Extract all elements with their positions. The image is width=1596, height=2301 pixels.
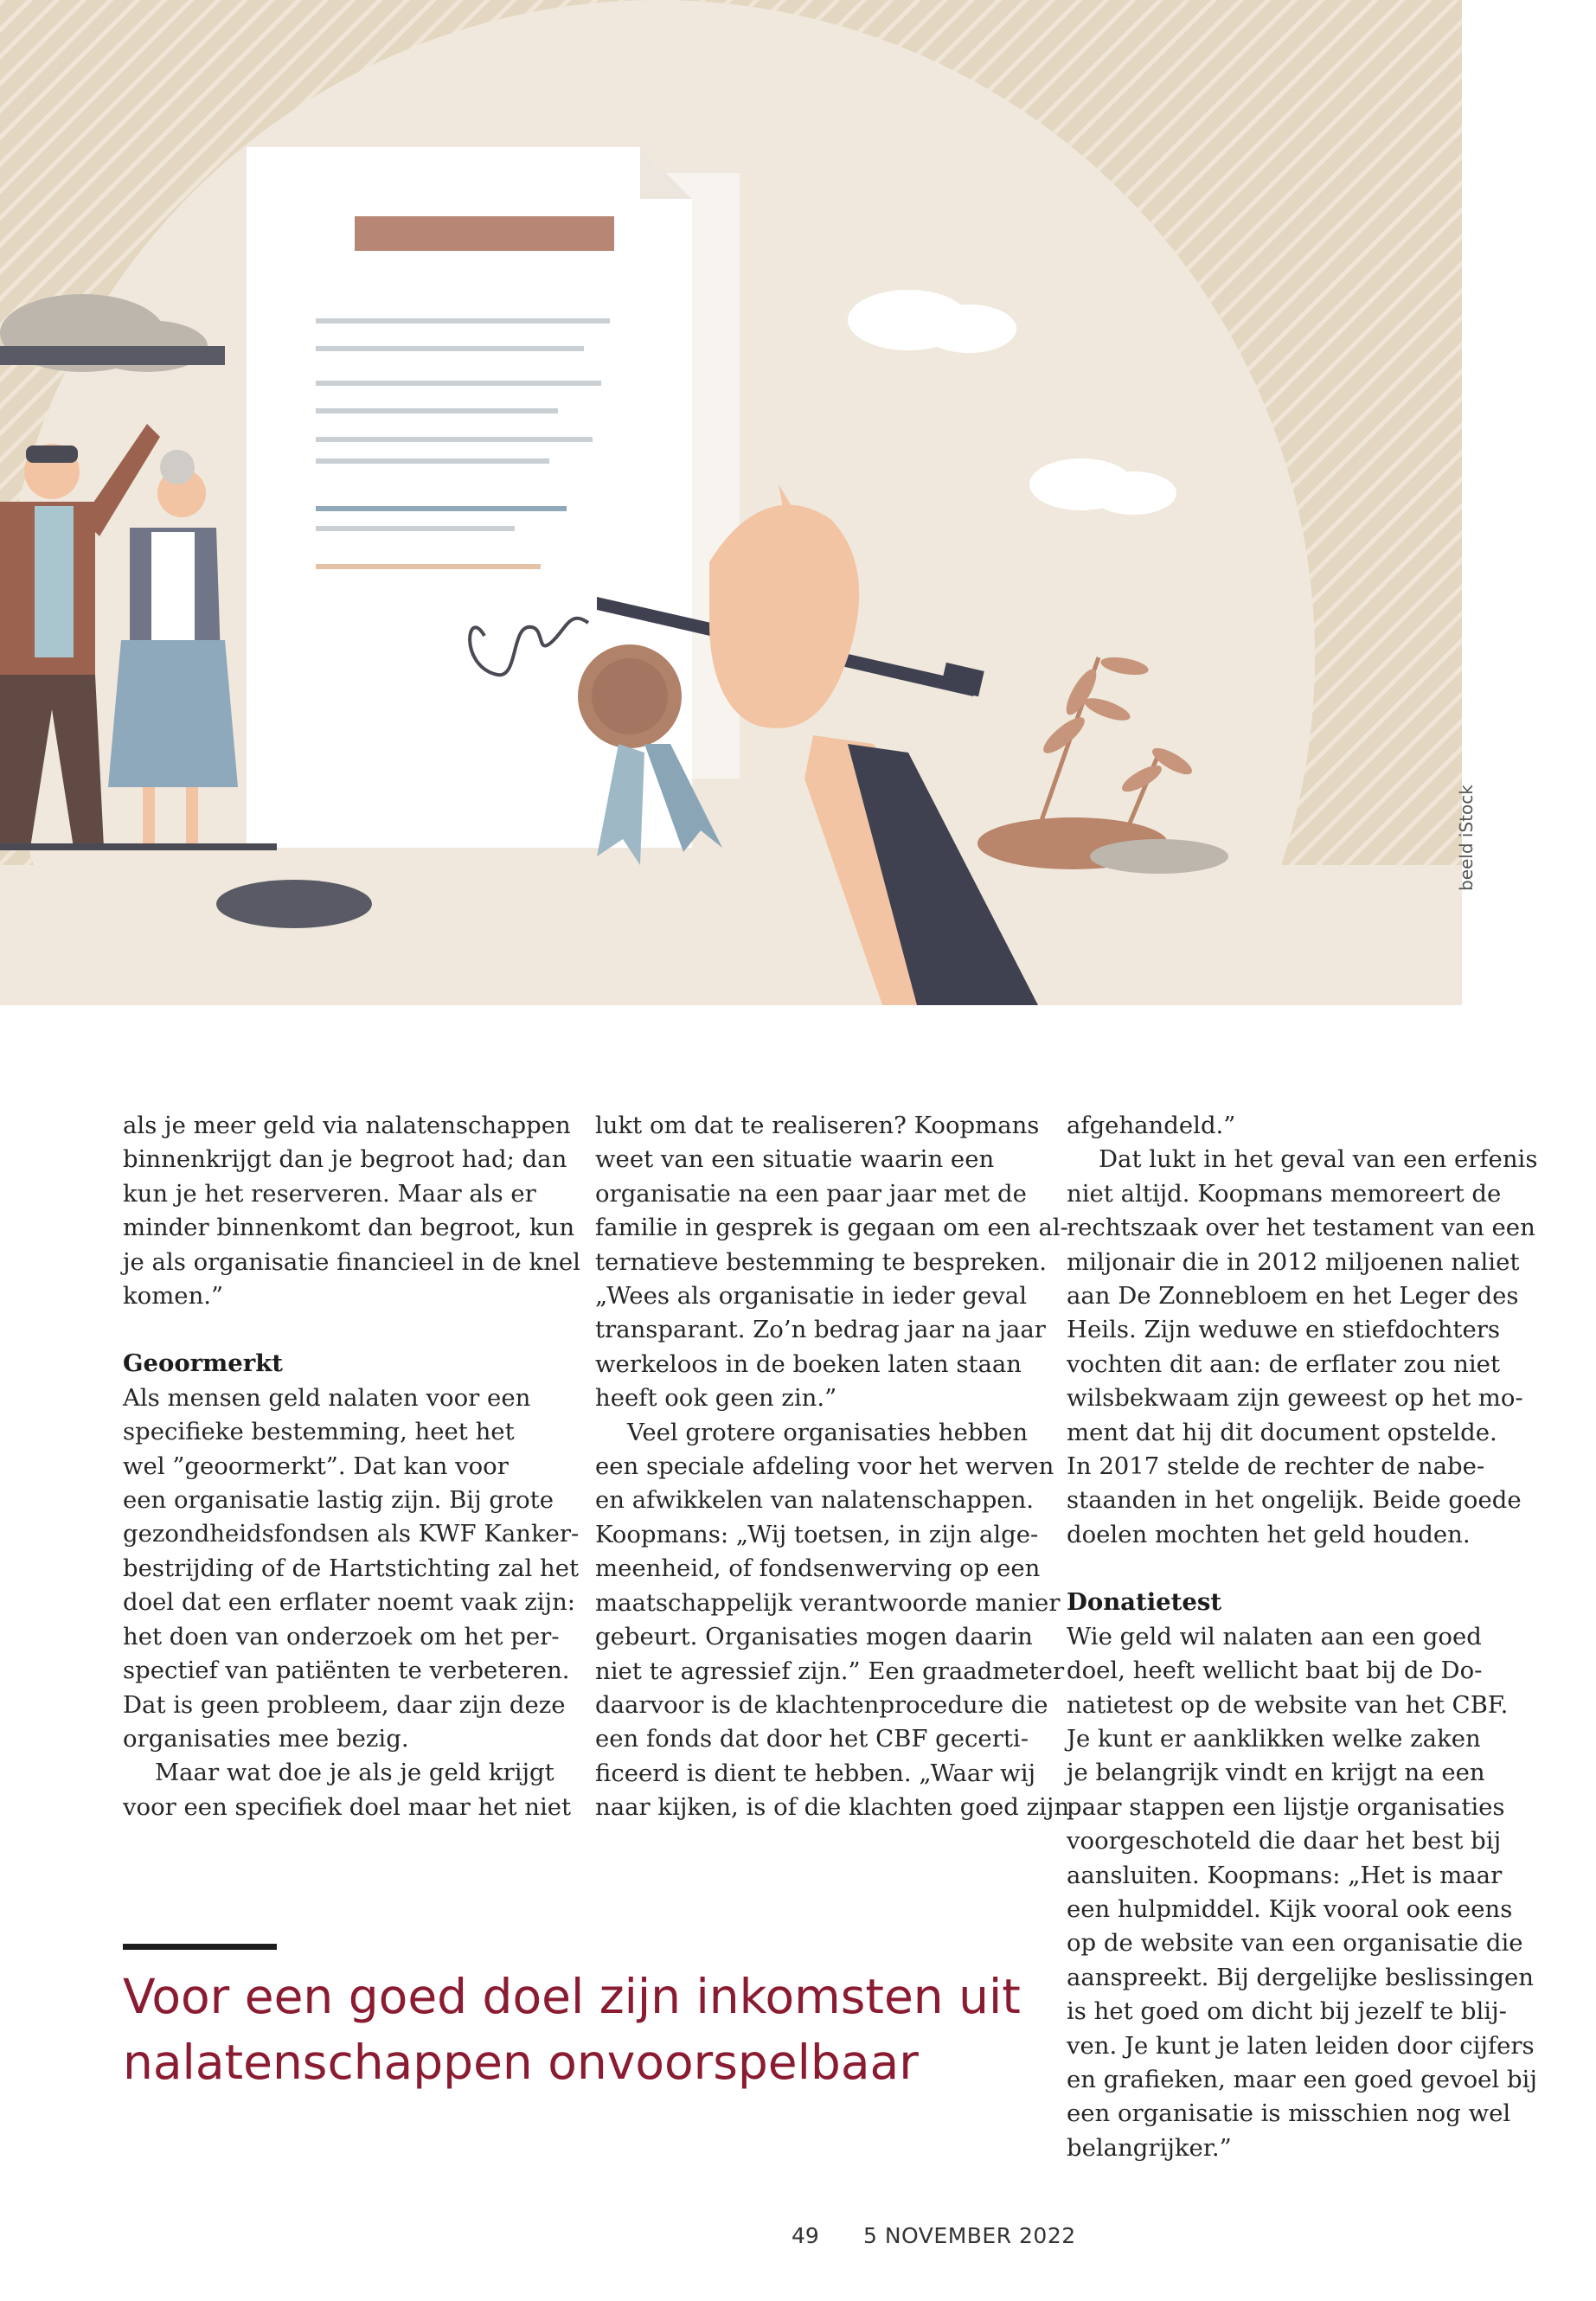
paragraph: Dat lukt in het geval van een erfenis niet altijd. Koopmans memoreert de rechtszaak over het testament van een miljonair die in 2012 miljoenen naliet aan De Zonnebloem en het Leger des Heils. Zijn weduwe en stiefdochters vochten dit aan: de erflater zou niet wilsbekwaam zijn geweest op het mo- ment dat hij dit document opstelde. In 2017 stelde de rechter de nabe- staanden in het ongelijk. Beide goede doelen mochten het geld houden.	[1067, 1145, 1538, 1548]
paragraph: Wie geld wil nalaten aan een goed doel, heeft wellicht baat bij de Do- natietest op de website van het CBF. Je kunt er aanklikken welke zaken je belangrijk vindt en krijgt na een paar stappen een lijstje organisaties voorgeschoteld die daar het best bij aansluiten. Koopmans: „Het is maar een hulpmiddel. Kijk vooral ook eens op de website van een organisatie die aanspreekt. Bij dergelijke beslissingen is het goed om dicht bij jezelf te blij- ven. Je kunt je laten leiden door cijfers en grafieken, maar een goed gevoel bij een organisatie is misschien nog wel belangrijker.”	[1067, 1622, 1537, 2162]
article-column-2	[595, 1109, 1070, 1825]
paragraph: Maar wat doe je als je geld krijgt voor een specifiek doel maar het niet	[123, 1759, 572, 1821]
page-number: 49	[792, 2223, 819, 2248]
paragraph: afgehandeld.”	[1067, 1112, 1236, 1139]
image-credit: beeld iStock	[1456, 785, 1477, 891]
section-heading-donatietest: Donatietest	[1067, 1588, 1222, 1617]
pull-quote-rule	[123, 1944, 277, 1950]
paragraph: Als mensen geld nalaten voor een specifieke bestemming, heet het wel ”geoormerkt”. Dat kan voor een organisatie lastig zijn. Bij grote gezondheidsfondsen als KWF Kanker- bestrijding of de Hartstichting zal het doel dat een erflater noemt vaak zijn: het doen van onderzoek om het per- spectief van patiënten te verbeteren. Dat is geen probleem, daar zijn deze organisaties mee bezig.	[123, 1383, 580, 1753]
issue-date: 5 NOVEMBER 2022	[863, 2223, 1076, 2248]
paragraph: Veel grotere organisaties hebben een speciale afdeling voor het werven en afwikkelen van nalatenschappen. Koopmans: „Wij toetsen, in zijn alge- meenheid, of fondsenwerving op een maatschappelijk verantwoorde manier gebeurt. Organisaties mogen daarin niet te agressief zijn.” Een graadmeter daarvoor is de klachtenprocedure die een fonds dat door het CBF gecerti- ficeerd is dient te hebben. „Waar wij naar kijken, is of die klachten goed zijn	[595, 1418, 1070, 1822]
paragraph: als je meer geld via nalatenschappen binnenkrijgt dan je begroot had; dan kun je het reserveren. Maar als er minder binnenkomt dan begroot, kun je als organisatie financieel in de knel komen.”	[123, 1112, 580, 1311]
article-column-1	[123, 1109, 580, 1824]
paragraph: lukt om dat te realiseren? Koopmans weet van een situatie waarin een organisatie na een paar jaar met de familie in gesprek is gegaan om een al- ternatieve bestemming te bespreken. „Wees als organisatie in ieder geval transparant. Zo’n bedrag jaar na jaar werkeloos in de boeken laten staan heeft ook geen zin.”	[595, 1112, 1068, 1413]
header-illustration	[0, 0, 1462, 1005]
article-column-3	[1067, 1109, 1538, 2165]
section-heading-geoormerkt: Geoormerkt	[123, 1349, 283, 1378]
pull-quote: Voor een goed doel zijn inkomsten uit nalatenschappen onvoorspelbaar	[123, 1969, 1021, 2090]
